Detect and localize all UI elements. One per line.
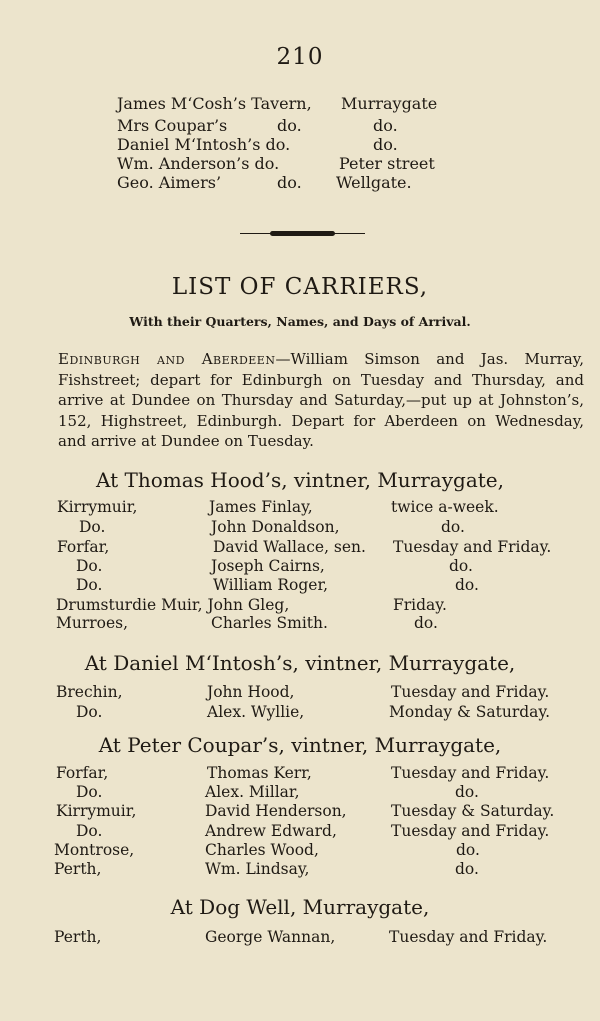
carrier-name: David Henderson,: [205, 802, 347, 820]
tavern-street: do.: [373, 135, 398, 154]
carrier-name: Charles Smith.: [211, 614, 328, 632]
carrier-days: do.: [455, 860, 479, 878]
carrier-name: Alex. Millar,: [205, 783, 300, 801]
carrier-place: Murroes,: [56, 614, 129, 632]
carrier-row: [0, 614, 600, 633]
carrier-days: Tuesday & Saturday.: [391, 802, 555, 820]
tavern-street: Wellgate.: [336, 173, 412, 192]
carrier-name: Thomas Kerr,: [207, 764, 312, 782]
tavern-name: James M‘Cosh’s Tavern,: [117, 94, 312, 113]
carrier-place: Kirrymuir,: [56, 802, 137, 820]
carrier-days: do.: [456, 841, 480, 859]
carrier-place: Do.: [76, 557, 103, 575]
carrier-row: [0, 860, 600, 879]
tavern-street: do.: [373, 116, 398, 135]
carrier-row: [0, 703, 600, 722]
carrier-days: Monday & Saturday.: [389, 703, 551, 721]
tavern-ditto: do.: [277, 116, 302, 135]
tavern-street: Murraygate: [341, 94, 438, 113]
carrier-name: John Donaldson,: [211, 518, 340, 536]
carrier-row: [0, 764, 600, 783]
carrier-name: John Hood,: [207, 683, 295, 701]
carrier-days: Tuesday and Friday.: [391, 822, 550, 840]
rule-swell: [270, 231, 335, 236]
page-number: 210: [276, 44, 324, 70]
carrier-place: Perth,: [54, 860, 102, 878]
section-heading: At Peter Coupar’s, vintner, Murraygate,: [98, 733, 502, 757]
carrier-place: Forfar,: [57, 538, 110, 556]
carrier-days: Tuesday and Friday.: [389, 928, 548, 946]
carrier-name: Joseph Cairns,: [211, 557, 325, 575]
carrier-place: Drumsturdie Muir, John Gleg,: [56, 596, 290, 614]
carrier-days: do.: [414, 614, 438, 632]
section-subtitle: With their Quarters, Names, and Days of Arrival.: [129, 314, 471, 329]
intro-text: —William Simson and Jas. Murray, Fishstreet; depart for Edinburgh on Tuesday and Thursday, and arrive at Dundee on Thursday and Saturday,—put up at Johnston’s, 152, Highstreet, Edinburgh. Depart for Aberdeen on Wednesday, and arrive at Dundee on Tuesday.: [58, 350, 585, 450]
carrier-name: David Wallace, sen.: [213, 538, 366, 556]
section-title: LIST OF CARRIERS,: [171, 274, 429, 300]
carrier-name: Wm. Lindsay,: [205, 860, 310, 878]
tavern-name: Geo. Aimers’: [117, 173, 222, 192]
carrier-row: [0, 518, 600, 537]
intro-paragraph: [58, 349, 584, 452]
carrier-row: [0, 557, 600, 576]
carrier-place: Brechin,: [56, 683, 123, 701]
carrier-name: James Finlay,: [209, 498, 313, 516]
tavern-row: [0, 116, 600, 134]
carrier-name: Andrew Edward,: [205, 822, 337, 840]
carrier-name: William Roger,: [213, 576, 329, 594]
carrier-place: Do.: [76, 576, 103, 594]
carrier-days: do.: [455, 783, 479, 801]
carrier-place: Do.: [76, 822, 103, 840]
carrier-row: [0, 683, 600, 702]
tavern-street: Peter street: [339, 154, 435, 173]
carrier-name: Charles Wood,: [205, 841, 319, 859]
carrier-days: Tuesday and Friday.: [391, 683, 550, 701]
tavern-name: Mrs Coupar’s: [117, 116, 228, 135]
carrier-place: Perth,: [54, 928, 102, 946]
carrier-name: Alex. Wyllie,: [207, 703, 305, 721]
tavern-name: Wm. Anderson’s do.: [117, 154, 280, 173]
carrier-name: George Wannan,: [205, 928, 336, 946]
carrier-place: Montrose,: [54, 841, 135, 859]
tavern-name: Daniel M‘Intosh’s do.: [117, 135, 291, 154]
section-heading: At Dog Well, Murraygate,: [170, 895, 430, 919]
section-heading: At Thomas Hood’s, vintner, Murraygate,: [96, 468, 504, 492]
carrier-place: Do.: [79, 518, 106, 536]
carrier-days: do.: [441, 518, 465, 536]
section-heading: At Daniel M‘Intosh’s, vintner, Murraygate,: [84, 651, 516, 675]
carrier-place: Do.: [76, 783, 103, 801]
carrier-days: do.: [449, 557, 473, 575]
ornamental-rule: [240, 231, 365, 236]
carrier-row: [0, 822, 600, 841]
carrier-row: [0, 596, 600, 615]
tavern-row: [0, 135, 600, 153]
carrier-place: Do.: [76, 703, 103, 721]
tavern-row: [0, 154, 600, 172]
carrier-row: [0, 928, 600, 947]
carrier-row: [0, 576, 600, 595]
carrier-days: twice a-week.: [391, 498, 499, 516]
carrier-row: [0, 802, 600, 821]
carrier-days: Tuesday and Friday.: [393, 538, 552, 556]
carrier-days: Friday.: [393, 596, 447, 614]
carrier-days: Tuesday and Friday.: [391, 764, 550, 782]
carrier-row: [0, 841, 600, 860]
intro-lead: Edinburgh and Aberdeen: [58, 350, 276, 368]
carrier-place: Kirrymuir,: [57, 498, 138, 516]
tavern-row: [0, 173, 600, 191]
tavern-row: [0, 94, 600, 112]
tavern-ditto: do.: [277, 173, 302, 192]
carrier-row: [0, 538, 600, 557]
carrier-row: [0, 783, 600, 802]
carrier-days: do.: [455, 576, 479, 594]
carrier-row: [0, 498, 600, 517]
carrier-place: Forfar,: [56, 764, 109, 782]
